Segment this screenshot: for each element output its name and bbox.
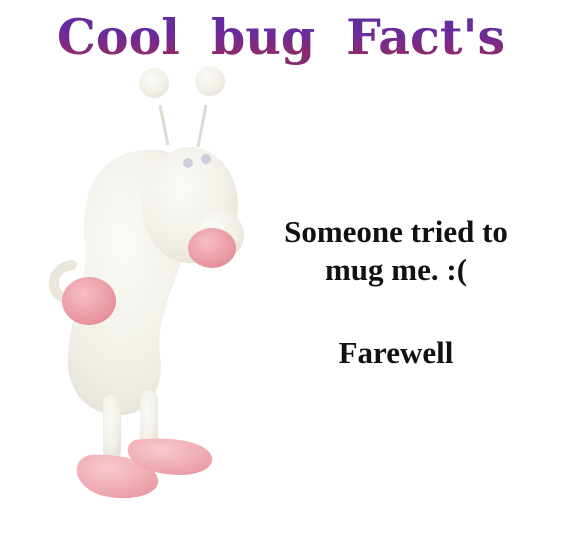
bug-fact-text — [250, 213, 542, 289]
boxing-glove-icon — [188, 228, 236, 268]
boxing-glove-icon — [62, 277, 116, 325]
signoff-text: Farewell — [338, 335, 454, 370]
antenna-ball-left — [139, 68, 169, 98]
meme-title: Cool bug Fact's — [0, 2, 562, 72]
bug-eye — [183, 158, 193, 168]
cartoon-bug-icon — [0, 55, 300, 533]
antenna-right — [198, 105, 206, 147]
antenna-left — [160, 105, 168, 145]
bug-leg — [103, 395, 121, 460]
antenna-ball-right — [195, 66, 225, 96]
fact-line: mug me. :( — [324, 252, 468, 287]
bug-eye — [201, 154, 211, 164]
fact-line: Someone tried to — [284, 214, 508, 249]
